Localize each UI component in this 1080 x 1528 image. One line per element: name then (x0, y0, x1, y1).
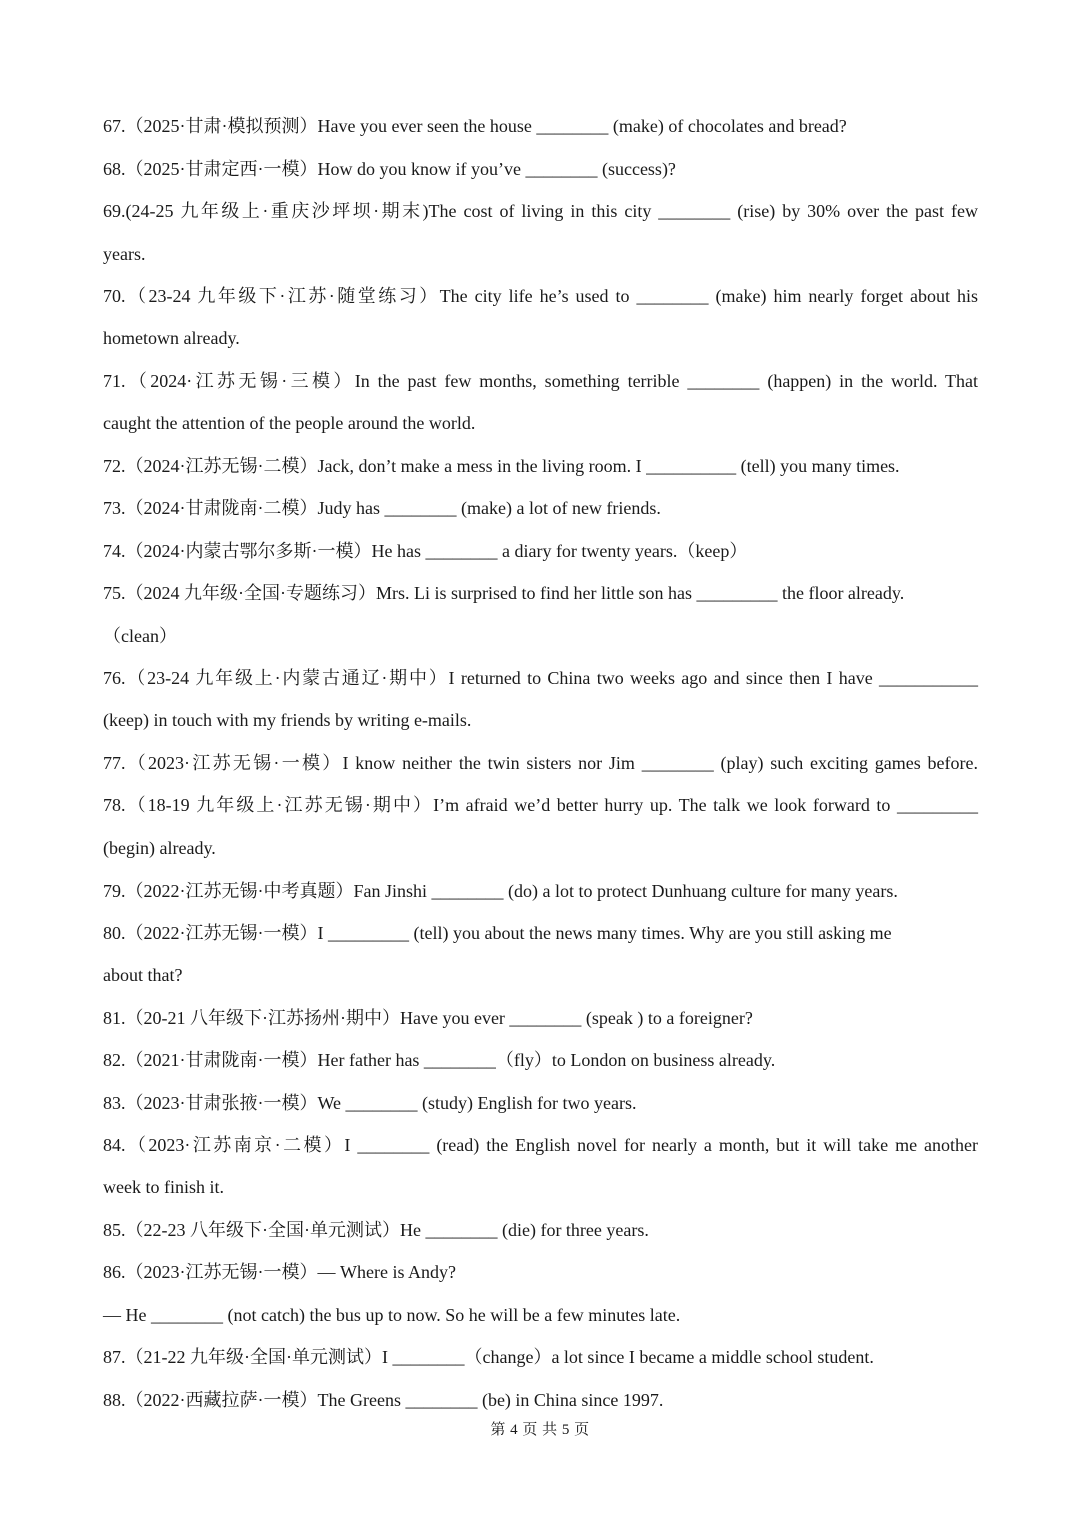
question-line: 69.(24-25 九年级上·重庆沙坪坝·期末)The cost of living in this city ________ (rise) by 30% over the past few (103, 201, 978, 221)
question-line: 81.（20-21 八年级下·江苏扬州·期中）Have you ever ________ (speak ) to a foreigner? (103, 1008, 753, 1028)
question-line: 75.（2024 九年级·全国·专题练习）Mrs. Li is surprised to find her little son has _________ the floor already. (103, 583, 905, 603)
question-line: （clean） (103, 626, 177, 646)
question-line: 88.（2022·西藏拉萨·一模）The Greens ________ (be) in China since 1997. (103, 1390, 664, 1410)
question-line: years. (103, 244, 146, 264)
question-line: (begin) already. (103, 838, 216, 858)
question-line: 78.（18-19 九年级上·江苏无锡·期中）I’m afraid we’d better hurry up. The talk we look forward to _________ (103, 795, 978, 815)
question-line: — He ________ (not catch) the bus up to now. So he will be a few minutes late. (103, 1305, 681, 1325)
question-line: 86.（2023·江苏无锡·一模）— Where is Andy? (103, 1262, 456, 1282)
question-line: caught the attention of the people around the world. (103, 413, 476, 433)
question-line: 85.（22-23 八年级下·全国·单元测试）He ________ (die) for three years. (103, 1220, 649, 1240)
question-line: 83.（2023·甘肃张掖·一模）We ________ (study) English for two years. (103, 1093, 637, 1113)
question-line: 76.（23-24 九年级上·内蒙古通辽·期中）I returned to China two weeks ago and since then I have ___________ (103, 668, 978, 688)
question-line: (keep) in touch with my friends by writing e-mails. (103, 710, 472, 730)
question-line: 84.（2023·江苏南京·二模）I ________ (read) the English novel for nearly a month, but it will take me another (103, 1135, 978, 1155)
question-line: 67.（2025·甘肃·模拟预测）Have you ever seen the house ________ (make) of chocolates and bread? (103, 116, 847, 136)
question-line: 87.（21-22 九年级·全国·单元测试）I ________（change）a lot since I became a middle school student. (103, 1347, 874, 1367)
question-line: 80.（2022·江苏无锡·一模）I _________ (tell) you about the news many times. Why are you still asking me (103, 923, 892, 943)
question-line: week to finish it. (103, 1177, 224, 1197)
question-line: 71.（2024·江苏无锡·三模）In the past few months, something terrible ________ (happen) in the world. That (103, 371, 978, 391)
question-line: 70.（23-24 九年级下·江苏·随堂练习）The city life he’s used to ________ (make) him nearly forget about his (103, 286, 978, 306)
question-line: 74.（2024·内蒙古鄂尔多斯·一模）He has ________ a diary for twenty years.（keep） (103, 541, 748, 561)
question-line: 73.（2024·甘肃陇南·二模）Judy has ________ (make) a lot of new friends. (103, 498, 661, 518)
question-line: 72.（2024·江苏无锡·二模）Jack, don’t make a mess in the living room. I __________ (tell) you many times. (103, 456, 900, 476)
question-line: 68.（2025·甘肃定西·一模）How do you know if you’ve ________ (success)? (103, 159, 676, 179)
question-line: about that? (103, 965, 183, 985)
question-line: 77.（2023·江苏无锡·一模）I know neither the twin sisters nor Jim ________ (play) such exciting games before. (103, 753, 978, 773)
question-line: 82.（2021·甘肃陇南·一模）Her father has ________（fly）to London on business already. (103, 1050, 776, 1070)
page-footer: 第 4 页 共 5 页 (490, 1422, 590, 1438)
question-line: hometown already. (103, 328, 240, 348)
question-line: 79.（2022·江苏无锡·中考真题）Fan Jinshi ________ (do) a lot to protect Dunhuang culture for many years. (103, 881, 898, 901)
